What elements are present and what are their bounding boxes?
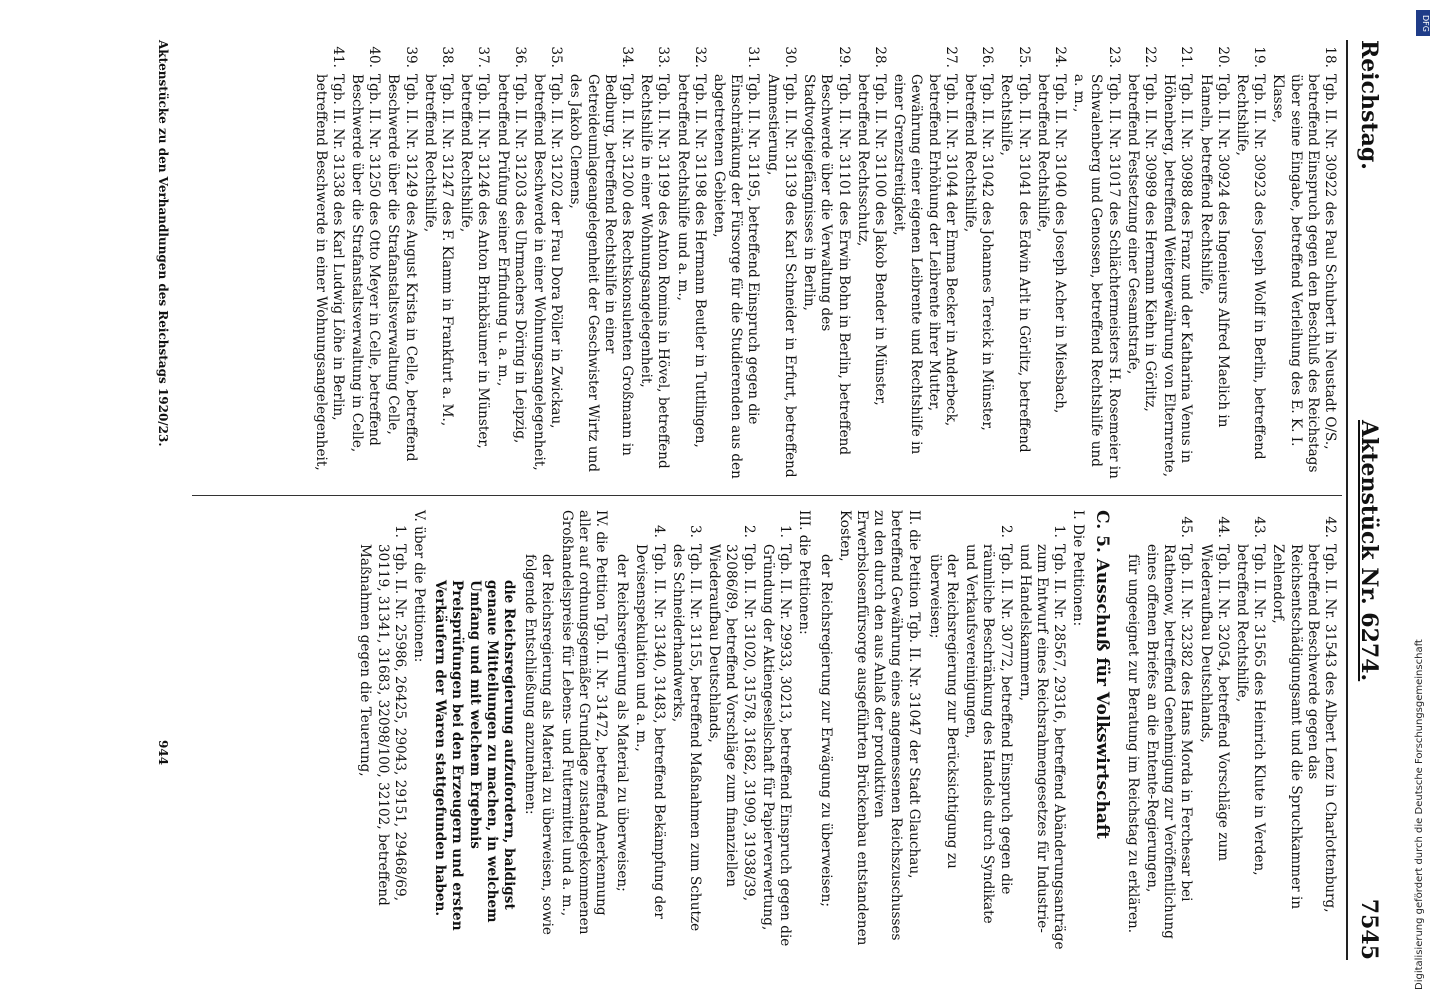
item-text: Tgb. II. Nr. 31200 des Rechtskonsulenten Großmann in Bedburg, betreffend Rechtshilfe in einer Getreideumlageangelegenheit der Geschwister Wirtz und des Jakob Clemens, <box>567 74 636 473</box>
section-heading: C. 5. Ausschuß für Volkswirtschaft <box>1091 510 1112 840</box>
petition-item <box>764 40 798 480</box>
item-number: 40. <box>366 46 383 68</box>
footer-source: Aktenstücke zu den Verhandlungen des Reichstags 1920/23. <box>156 40 170 447</box>
header-page-number: 7545 <box>1356 898 1382 960</box>
group-v-label: V. über die Petitionen: <box>411 510 428 663</box>
item-number: 36. <box>511 46 528 68</box>
group-iv-resolution: die Reichsregierung aufzufordern, baldigst genaue Mitteilungen zu machen, in welchem Umfang und mit welchem Ergebnis Preisprüfungen bei den Erzeugern und ersten Verkäufern der Waren stattgefunden haben. <box>432 580 518 931</box>
petition-item <box>637 40 671 480</box>
petition-item <box>632 510 666 950</box>
item-text: Tgb. II. Nr. 31250 des Otto Meyer in Celle, betreffend Beschwerde über die Strafanstaltsverwaltung in Celle, <box>349 74 383 453</box>
item-text: Tgb. II. Nr. 31020, 31578, 31682, 31909, 31938/39, 32086/89, betreffend Vorschläge zum finanziellen Wiederaufbau Deutschlands, <box>706 544 757 902</box>
item-number: 2. <box>997 525 1014 538</box>
item-number: 29. <box>835 46 852 68</box>
item-number: 25. <box>1015 46 1032 68</box>
item-text: Tgb. II. Nr. 31042 des Johannes Tereick in Münster, betreffend Rechtshilfe, <box>961 74 996 431</box>
petition-item <box>759 510 793 950</box>
petition-item <box>457 40 491 480</box>
column-divider <box>192 495 1342 496</box>
item-text: Tgb. II. Nr. 31565 des Heinrich Klute in Verden, betreffend Rechtshilfe, <box>1233 544 1268 876</box>
left-column <box>309 40 1338 480</box>
petition-item <box>673 40 707 480</box>
petition-item <box>1269 40 1338 480</box>
item-text: Tgb. II. Nr. 31198 des Hermann Beutler in Tuttlingen, betreffend Rechtshilfe und a. m., <box>674 74 708 448</box>
item-number: 27. <box>942 46 959 68</box>
item-text: Tgb. II. Nr. 25986, 26425, 29043, 29151, 29468/69, 30119, 31341, 31683, 32098/100, 32102, betreffend Maßnahmen gegen die Teuerung, <box>357 544 408 906</box>
item-number: 31. <box>745 46 762 68</box>
item-text: Tgb. II. Nr. 28567, 29316, betreffend Abänderungsanträge zum Entwurf eines Reichsrahmengesetzes für Industrie- und Handelskammern, <box>1016 544 1068 950</box>
petition-item <box>1070 40 1122 480</box>
item-number: 18. <box>1322 46 1338 68</box>
item-number: 45. <box>1178 516 1195 538</box>
group-ii-decision: der Reichsregierung zur Erwägung zu überweisen; <box>817 554 834 907</box>
item-number: 20. <box>1214 46 1231 68</box>
item-text: Tgb. II. Nr. 31101 des Erwin Bohn in Berlin, betreffend Beschwerde über die Verwaltung des Stadtvogteigefängnisses in Berlin, <box>801 74 852 456</box>
item-text: Tgb. II. Nr. 32054, betreffend Vorschläge zum Wiederaufbau Deutschlands, <box>1197 544 1231 862</box>
item-text: Tgb. II. Nr. 31340, 31483, betreffend Bekämpfung der Devisenspekulation und a. m., <box>633 544 667 919</box>
item-number: 43. <box>1251 516 1268 538</box>
item-text: Tgb. II. Nr. 30772, betreffend Einspruch gegen die räumliche Beschränkung des Handels durch Syndikate und Verkaufsvereinigungen, <box>963 544 1014 924</box>
item-text: Tgb. II. Nr. 30989 des Hermann Kiehn in Görlitz, betreffend Festsetzung einer Gesamtstrafe, <box>1124 74 1158 412</box>
group-iii-decision: der Reichsregierung als Material zu überweisen; <box>614 554 631 892</box>
item-text: Tgb. II. Nr. 31041 des Edwin Arlt in Görlitz, betreffend Rechtshilfe, <box>998 74 1032 453</box>
group-i-label: I. Die Petitionen: <box>1070 510 1087 627</box>
item-number: 39. <box>402 46 419 68</box>
item-number: 34. <box>619 46 636 68</box>
item-number: 41. <box>329 46 346 68</box>
petition-item <box>566 40 635 480</box>
petition-item <box>669 510 703 950</box>
petition-item <box>1034 40 1068 480</box>
item-text: Tgb. II. Nr. 31017 des Schlächtermeisters H. Rosemeier in Schwalenberg und Genossen, betreffend Rechtshilfe und a. m., <box>1071 74 1122 479</box>
page-header <box>1346 40 1382 960</box>
item-text: Tgb. II. Nr. 31202 der Frau Dora Pöller in Zwickau, betreffend Beschwerde in einer Wohnungsangelegenheit, <box>531 74 565 471</box>
item-number: 28. <box>871 46 888 68</box>
group-v-list <box>356 510 408 950</box>
header-title: Aktenstück Nr. 6274. <box>1356 420 1382 682</box>
item-text: Tgb. II. Nr. 32382 des Hans Morda in Ferchesar bei Rathenow, betreffend Genehmigung zur Veröffentlichung eines offenen Briefes an die Entente-Regierungen, <box>1143 544 1195 939</box>
item-number: 37. <box>475 46 492 68</box>
item-text: Tgb. II. Nr. 31100 des Jakob Bender in Münster, betreffend Rechtsschutz, <box>854 74 888 406</box>
petition-item <box>356 510 408 950</box>
item-text: Tgb. II. Nr. 31338 des Karl Ludwig Löhe in Berlin, betreffend Beschwerde in einer Wohnungsangelegenheit, <box>312 74 346 471</box>
item-number: 1. <box>777 525 794 538</box>
group-iii-label: III. die Petitionen: <box>796 510 813 635</box>
dfg-funding-text: Digitalisierung gefördert durch die Deutsche Forschungsgemeinschaft <box>1414 639 1425 990</box>
item-text: Tgb. II. Nr. 31543 des Albert Lenz in Charlottenburg, betreffend Beschwerde gegen das Reichsentschädigungsamt und die Spruchkammer in Zehlendorf, <box>1270 544 1338 913</box>
petition-item <box>530 40 564 480</box>
item-number: 21. <box>1178 46 1195 68</box>
item-text: Tgb. II. Nr. 30924 des Ingenieurs Alfred Maelich in Hameln, betreffend Rechtshilfe, <box>1197 74 1231 428</box>
header-left: Reichstag. <box>1356 40 1382 170</box>
petition-item <box>493 40 527 480</box>
item-number: 30. <box>781 46 798 68</box>
petition-item <box>311 40 345 480</box>
petition-item <box>1016 510 1068 950</box>
item-number: 32. <box>691 46 708 68</box>
item-number: 3. <box>687 525 704 538</box>
item-number: 2. <box>740 525 757 538</box>
item-number: 19. <box>1251 46 1268 68</box>
item-number: 24. <box>1051 46 1068 68</box>
item-text: Tgb. II. Nr. 30923 des Joseph Wolff in Berlin, betreffend Rechtshilfe, <box>1233 74 1268 460</box>
item-text: Tgb. II. Nr. 31246 des Anton Brinkbäumer in Münster, betreffend Rechtshilfe, <box>458 74 492 449</box>
rotated-document-page <box>42 40 1382 960</box>
item-number: 26. <box>979 46 996 68</box>
item-number: 1. <box>391 525 408 538</box>
petition-item <box>854 40 888 480</box>
page-footer <box>156 40 170 960</box>
dfg-margin-note <box>1414 10 1434 990</box>
item-text: Tgb. II. Nr. 31155, betreffend Maßnahmen zum Schutze des Schneiderhandwerks, <box>669 544 704 932</box>
item-text: Tgb. II. Nr. 31199 des Anton Romins in Hövel, betreffend Rechtshilfe in einer Wohnungsangelegenheit, <box>638 74 672 469</box>
item-number: 23. <box>1105 46 1122 68</box>
conclusion-text: für ungeeignet zur Beratung im Reichstag zu erklären. <box>1124 554 1141 934</box>
petition-item <box>800 40 852 480</box>
petition-item <box>1143 510 1195 950</box>
item-text: Tgb. II. Nr. 31249 des August Krista in Celle, betreffend Beschwerde über die Strafanstaltsverwaltung Celle, <box>385 74 419 462</box>
group-iii-list <box>632 510 793 950</box>
petition-item <box>1233 510 1267 950</box>
item-number: 33. <box>655 46 672 68</box>
group-ii-text: II. die Petition Tgb. II. Nr. 31047 der Stadt Glauchau, betreffend Gewährung eines angemessenen Reichszuschusses zu den durch den aus Anlaß der produktiven Erwerbslosenfürsorge ausgeführten Brückenbau entstandenen Kosten, <box>836 510 922 946</box>
item-text: Tgb. II. Nr. 29933, 30213, betreffend Einspruch gegen die Gründung der Aktiengesellschaft für Papierverwertung, <box>759 544 794 947</box>
footer-page-number: 944 <box>156 740 170 766</box>
petition-item <box>384 40 418 480</box>
item-number: 42. <box>1322 516 1338 538</box>
right-column <box>354 510 1338 950</box>
item-text: Tgb. II. Nr. 30988 des Franz und der Katharina Venus in Höhenberg, betreffend Weitergewährung von Elternrente, <box>1161 74 1195 478</box>
petition-item <box>1196 510 1230 950</box>
petition-item <box>348 40 382 480</box>
petition-item <box>710 40 762 480</box>
petition-item <box>961 40 995 480</box>
item-text: Tgb. II. Nr. 31247 des F. Klamm in Frankfurt a. M., betreffend Rechtshilfe, <box>421 74 456 427</box>
petition-item <box>1124 40 1158 480</box>
item-number: 44. <box>1214 516 1231 538</box>
item-text: Tgb. II. Nr. 31044 der Emma Becker in Anderbeck, betreffend Erhöhung der Leibrente ihrer Mutter, Gewährung einer eigenen Leibrente und Rechtshilfe in einer Grenzstreitigkeit, <box>891 74 959 455</box>
item-number: 22. <box>1141 46 1158 68</box>
petition-item <box>1269 510 1338 950</box>
group-iv-text: IV. die Petition Tgb. II. Nr. 31472, betreffend Anerkennung aller auf ordnungsgemäßer Grundlage zustandegekommenen Großhandelspreise für Lebens- und Futtermittel und a. m., <box>558 510 610 935</box>
item-number: 35. <box>548 46 565 68</box>
group-iv-decision: der Reichsregierung als Material zu überweisen, sowie folgende Entschließung anzunehmen: <box>522 554 556 935</box>
item-text: Tgb. II. Nr. 31195, betreffend Einspruch gegen die Einschränkung der Fürsorge für die Studierenden aus den abgetretenen Gebieten, <box>711 74 762 479</box>
group-i-list <box>962 510 1067 950</box>
item-number: 4. <box>650 525 667 538</box>
petition-item <box>421 40 455 480</box>
item-text: Tgb. II. Nr. 31040 des Joseph Acher in Miesbach, betreffend Rechtshilfe, <box>1034 74 1068 414</box>
item-number: 38. <box>439 46 456 68</box>
item-number: 1. <box>1051 525 1068 538</box>
dfg-logo: DFG <box>1416 10 1430 36</box>
group-i-decision: der Reichsregierung zur Berücksichtigung zu überweisen; <box>926 554 960 869</box>
petition-item <box>1160 40 1194 480</box>
petition-item <box>962 510 1014 950</box>
item-text: Tgb. II. Nr. 30922 des Paul Schubert in Neustadt O/S., betreffend Einspruch gegen den Beschluß des Reichstags über seine Eingabe, betreffend Verleihung des E. K. I. Klasse, <box>1270 74 1338 473</box>
petition-item <box>1196 40 1230 480</box>
petition-item <box>997 40 1031 480</box>
item-text: Tgb. II. Nr. 31203 des Uhrmachers Döring in Leipzig, betreffend Prüfung seiner Erfindung u. a. m., <box>494 74 528 444</box>
petition-item <box>1233 40 1267 480</box>
item-text: Tgb. II. Nr. 31139 des Karl Schneider in Erfurt, betreffend Amnestierung, <box>764 74 798 478</box>
header-rule <box>1346 40 1348 960</box>
petition-list-continued <box>1143 510 1338 950</box>
petition-item <box>705 510 757 950</box>
petition-item <box>890 40 959 480</box>
